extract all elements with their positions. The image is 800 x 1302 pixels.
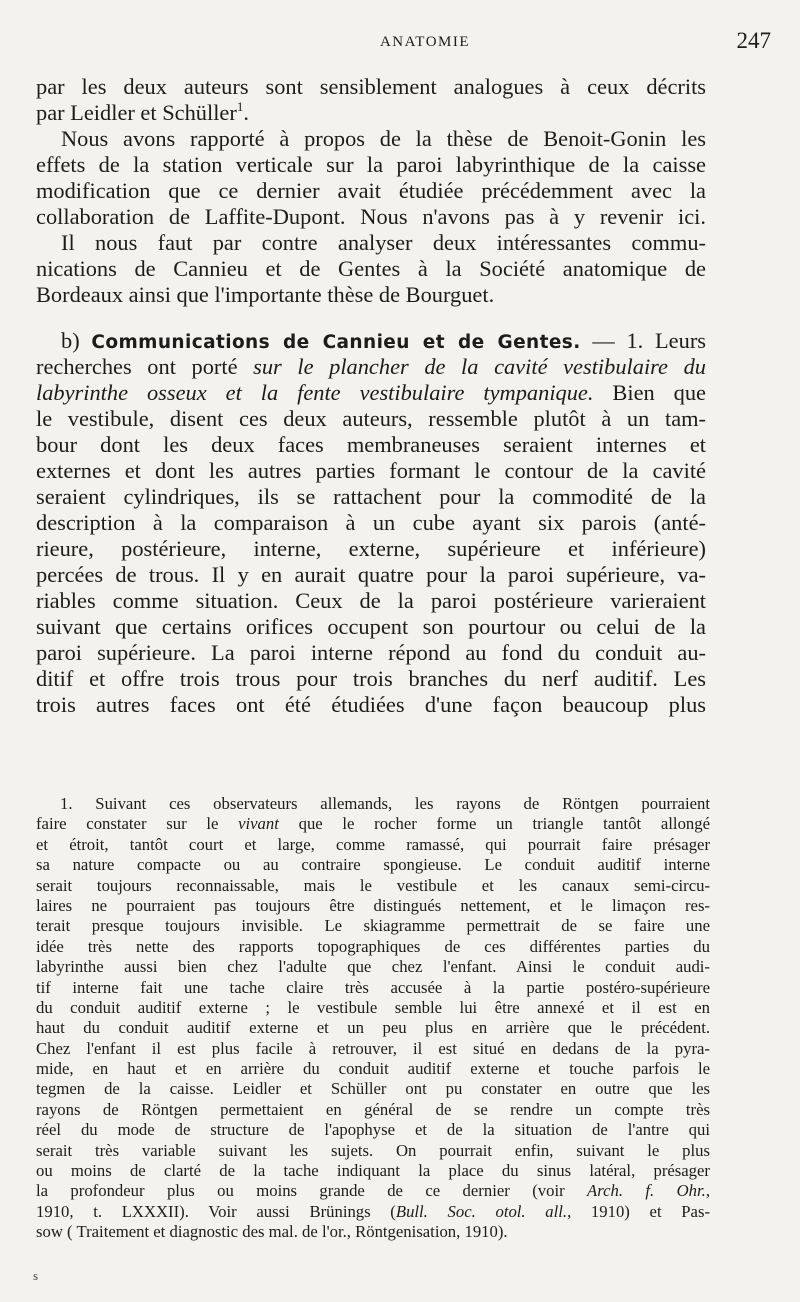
text-line: [36, 100, 706, 126]
text-line: description à la comparaison à un cube ayant six parois (anté-: [36, 510, 706, 535]
text-line: modification que ce dernier avait étudiée précédemment avec la: [36, 178, 706, 203]
text-line: suivant que certains orifices occupent son pourtour ou celui de la: [36, 614, 706, 639]
main-text: [36, 74, 706, 718]
footnote-line: sa nature compacte ou au contraire spongieuse. Le conduit auditif interne: [36, 855, 710, 875]
text-span: — 1. Leurs: [592, 328, 706, 353]
section-heading: Communications de Cannieu et de Gentes.: [91, 332, 581, 353]
footnote-line: serait très variable suivant les sujets. On pourrait enfin, suivant le plus: [36, 1140, 710, 1160]
footnote-line: ou moins de clarté de la tache indiquant la place du sinus latéral, présager: [36, 1161, 710, 1181]
italic-span: Arch. f. Ohr.: [587, 1181, 706, 1201]
text-line: collaboration de Laffite-Dupont. Nous n'avons pas à y revenir ici.: [36, 204, 706, 229]
text-line: trois autres faces ont été étudiées d'une façon beaucoup plus: [36, 692, 706, 717]
text-line: riables comme situation. Ceux de la paroi postérieure varieraient: [36, 588, 706, 613]
text-span: ,: [705, 1181, 710, 1201]
text-span: recherches ont porté: [36, 354, 238, 379]
text-span: , 1910) et Pas-: [567, 1201, 710, 1221]
footnote: [36, 794, 710, 1243]
footnote-line: [36, 1181, 710, 1201]
italic-span: Bull. Soc. otol. all.: [395, 1201, 568, 1221]
section-heading-line: [36, 328, 706, 354]
text-span: la profondeur plus ou moins grande de ce dernier (voir: [36, 1181, 565, 1201]
footnote-line: et étroit, tantôt court et large, comme ramassé, qui pourrait faire présager: [36, 834, 710, 854]
text-line: [36, 380, 706, 406]
text-line: seraient cylindriques, ils se rattachent pour la commodité de la: [36, 484, 706, 509]
footnote-line: réel du mode de structure de l'apophyse et de la situation de l'antre qui: [36, 1120, 710, 1140]
text-line: paroi supérieure. La paroi interne répond au fond du conduit au-: [36, 640, 706, 665]
footnote-line: serait toujours reconnaissable, mais le vestibule et les canaux semi-circu-: [36, 875, 710, 895]
footnote-ref: 1: [236, 99, 244, 114]
text-span: par Leidler et Schüller: [36, 100, 237, 125]
text-span: 1910, t. LXXXII). Voir aussi Brünings (: [36, 1201, 396, 1221]
text-line: nications de Cannieu et de Gentes à la Société anatomique de: [36, 256, 706, 281]
text-line: Il nous faut par contre analyser deux intéressantes commu-: [61, 230, 706, 255]
text-span: Bien que: [612, 380, 706, 405]
signature-mark: s: [33, 1268, 39, 1283]
text-line: le vestibule, disent ces deux auteurs, ressemble plutôt à un tam-: [36, 406, 706, 431]
section-letter: b): [61, 328, 80, 353]
footnote-line: labyrinthe aussi bien chez l'adulte que chez l'enfant. Ainsi le conduit audi-: [36, 957, 710, 977]
running-header: [36, 28, 771, 58]
footnote-line: laires ne pourraient pas toujours être distingués nettement, et le limaçon res-: [36, 895, 710, 915]
section-gap: [36, 308, 706, 328]
text-line: Nous avons rapporté à propos de la thèse de Benoit-Gonin les: [61, 126, 706, 151]
footnote-line: du conduit auditif externe ; le vestibule semble lui être annexé et il est en: [36, 997, 710, 1017]
italic-span: vivant: [238, 814, 279, 834]
footnote-line: Chez l'enfant il est plus facile à retrouver, il est situé en dedans de la pyra-: [36, 1038, 710, 1058]
text-span: .: [243, 100, 249, 125]
footnote-line: haut du conduit auditif externe et un peu plus en arrière que le précédent.: [36, 1018, 710, 1038]
footnote-line: 1. Suivant ces observateurs allemands, les rayons de Röntgen pourraient: [60, 794, 710, 813]
running-title: ANATOMIE: [379, 34, 471, 50]
text-span: faire constater sur le: [36, 814, 219, 834]
text-line: effets de la station verticale sur la paroi labyrinthique de la caisse: [36, 152, 706, 177]
italic-span: sur le plancher de la cavité vestibulaire du: [253, 354, 706, 379]
footnote-line: rayons de Röntgen permettaient en général de se rendre un compte très: [36, 1099, 710, 1119]
text-line: rieure, postérieure, interne, externe, supérieure et inférieure): [36, 536, 706, 561]
footnote-line: mide, en haut et en arrière du conduit auditif externe et touche parfois le: [36, 1059, 710, 1079]
footnote-line: idée très nette des rapports topographiques de ces différentes parties du: [36, 936, 710, 956]
text-line: externes et dont les autres parties formant le contour de la cavité: [36, 458, 706, 483]
text-span: que le rocher forme un triangle tantôt allongé: [298, 814, 711, 834]
footnote-line: tegmen de la caisse. Leidler et Schüller ont pu constater en outre que les: [36, 1079, 710, 1099]
text-line: ditif et offre trois trous pour trois branches du nerf auditif. Les: [36, 666, 706, 691]
footnote-line: sow ( Traitement et diagnostic des mal. de l'or., Röntgenisation, 1910).: [36, 1222, 508, 1242]
text-line: Bordeaux ainsi que l'importante thèse de Bourguet.: [36, 282, 495, 307]
italic-span: labyrinthe osseux et la fente vestibulaire tympanique.: [36, 380, 594, 405]
footnote-line: [36, 814, 710, 834]
page-number: 247: [736, 28, 771, 53]
footnote-line: [36, 1202, 710, 1222]
text-line: par les deux auteurs sont sensiblement analogues à ceux décrits: [36, 74, 706, 99]
footnote-line: terait presque toujours invisible. Le skiagramme permettrait de se faire une: [36, 916, 710, 936]
text-line: percées de trous. Il y en aurait quatre pour la paroi supérieure, va-: [36, 562, 706, 587]
text-line: [36, 354, 706, 380]
text-line: bour dont les deux faces membraneuses seraient internes et: [36, 432, 706, 457]
footnote-line: tif interne fait une tache claire très accusée à la partie postéro-supérieure: [36, 977, 710, 997]
